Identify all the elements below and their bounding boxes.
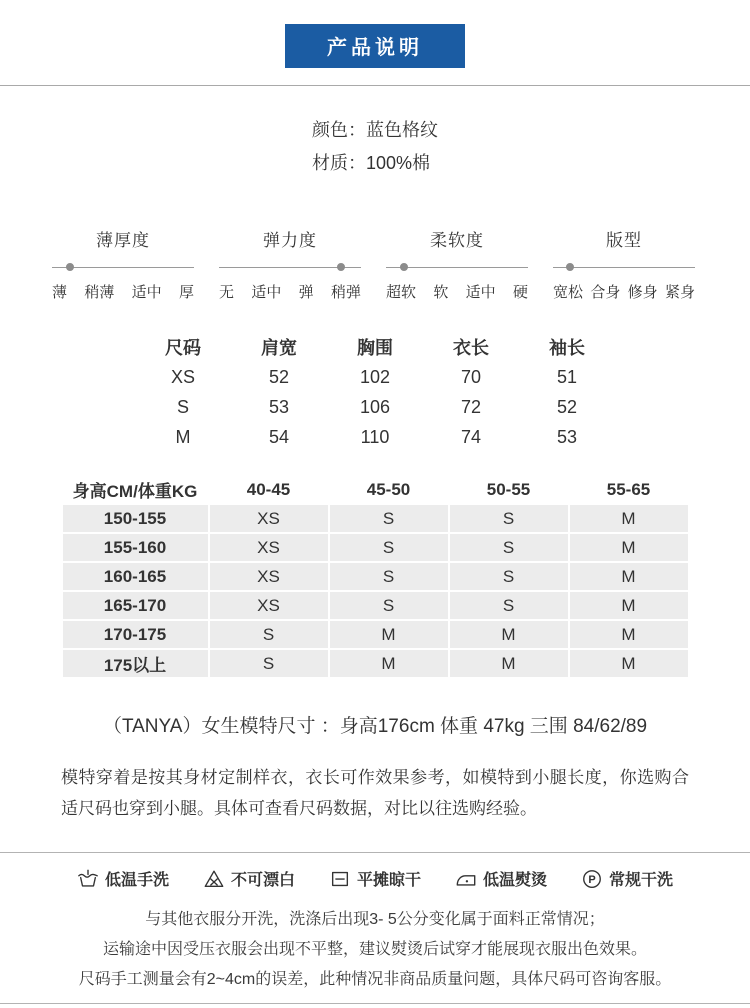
size-reco-cell: S	[330, 505, 448, 532]
no-bleach-icon	[203, 868, 225, 890]
size-reco-cell: S	[450, 534, 568, 561]
height-range-cell: 160-165	[63, 563, 208, 590]
scale-label: 适中	[251, 284, 282, 301]
product-info	[312, 114, 438, 180]
size-table	[135, 332, 615, 452]
color-line: 颜色：蓝色格纹	[312, 120, 438, 140]
attribute-title: 弹力度	[263, 231, 317, 250]
attribute-scale-labels	[219, 281, 361, 302]
care-label: 平摊晾干	[356, 872, 421, 889]
size-reco-cell: S	[330, 592, 448, 619]
table-row	[63, 621, 688, 648]
care-item-no-bleach	[203, 867, 295, 890]
scale-label: 无	[219, 284, 235, 301]
table-row	[63, 592, 688, 619]
scale-label: 修身	[627, 284, 658, 301]
size-reco-cell: XS	[210, 534, 328, 561]
slider-knob-icon	[66, 263, 74, 271]
scale-label: 薄	[52, 284, 68, 301]
fit-col-header: 身高CM/体重KG	[63, 476, 208, 503]
size-cell: 106	[359, 396, 391, 417]
attribute-scale-labels	[553, 281, 695, 302]
size-cell: 54	[268, 426, 290, 447]
scale-label: 合身	[590, 284, 621, 301]
care-label: 不可漂白	[230, 872, 295, 889]
attribute-title: 薄厚度	[96, 231, 150, 250]
fit-col-header: 45-50	[330, 476, 448, 503]
fit-table-header-row	[63, 476, 688, 503]
size-cell: 52	[556, 396, 578, 417]
size-reco-cell: XS	[210, 505, 328, 532]
height-range-cell: 150-155	[63, 505, 208, 532]
table-row	[63, 650, 688, 677]
attribute-softness	[386, 226, 528, 302]
note-line: 运输途中因受压衣服会出现不平整，建议熨烫后试穿才能展现衣服出色效果。	[102, 941, 647, 958]
note-line: 尺码手工测量会有2~4cm的误差，此种情况非商品质量问题，具体尺码可咨询客服。	[78, 971, 672, 988]
size-reco-cell: M	[570, 621, 688, 648]
attribute-scale-labels	[52, 281, 194, 302]
scale-label: 适中	[465, 284, 496, 301]
care-instructions	[0, 867, 750, 890]
table-row	[63, 563, 688, 590]
header-divider	[0, 85, 750, 86]
size-cell: 52	[268, 366, 290, 387]
size-reco-cell: M	[570, 592, 688, 619]
size-reco-cell: S	[210, 621, 328, 648]
size-reco-cell: M	[570, 534, 688, 561]
attribute-slider	[52, 259, 194, 274]
size-cell: 53	[268, 396, 290, 417]
section-divider	[0, 852, 750, 853]
size-reco-cell: XS	[210, 563, 328, 590]
care-item-iron-low	[455, 867, 547, 890]
attribute-slider	[553, 259, 695, 274]
size-cell: 70	[460, 366, 482, 387]
fit-col-header: 50-55	[450, 476, 568, 503]
care-item-hand-wash	[77, 867, 169, 890]
table-row	[135, 392, 615, 422]
height-range-cell: 165-170	[63, 592, 208, 619]
size-reco-cell: M	[570, 563, 688, 590]
care-label: 低温熨烫	[483, 872, 548, 889]
attribute-thickness	[52, 226, 194, 302]
size-cell: 51	[556, 366, 578, 387]
fit-col-header: 40-45	[210, 476, 328, 503]
table-row	[135, 362, 615, 392]
size-reco-cell: M	[450, 650, 568, 677]
flat-dry-icon	[329, 868, 351, 890]
size-col-header: 衣长	[453, 338, 489, 358]
size-col-header: 胸围	[357, 338, 393, 358]
scale-label: 超软	[386, 284, 417, 301]
size-cell: 53	[556, 426, 578, 447]
scale-label: 稍弹	[330, 284, 361, 301]
size-table-header-row	[135, 332, 615, 362]
care-item-dry-clean	[581, 867, 673, 890]
scale-label: 适中	[131, 284, 162, 301]
height-range-cell: 170-175	[63, 621, 208, 648]
hand-wash-icon	[77, 868, 99, 890]
model-size-info: （TANYA）女生模特尺寸 ：身高176cm 体重 47kg 三围 84/62/89	[102, 716, 648, 737]
table-row	[63, 534, 688, 561]
table-row	[63, 505, 688, 532]
size-reco-cell: S	[450, 563, 568, 590]
size-col-header: 肩宽	[261, 338, 297, 358]
size-cell: 74	[460, 426, 482, 447]
iron-low-icon	[455, 868, 477, 890]
fit-recommendation-table	[61, 474, 690, 679]
size-col-header: 尺码	[165, 338, 201, 358]
note-line: 与其他衣服分开洗，洗涤后出现3- 5公分变化属于面料正常情况；	[145, 911, 605, 928]
size-reco-cell: M	[450, 621, 568, 648]
size-reco-cell: M	[330, 621, 448, 648]
size-reco-cell: XS	[210, 592, 328, 619]
size-reco-cell: S	[450, 505, 568, 532]
size-reco-cell: M	[330, 650, 448, 677]
size-reco-cell: S	[210, 650, 328, 677]
slider-knob-icon	[337, 263, 345, 271]
size-reco-cell: S	[330, 534, 448, 561]
scale-label: 硬	[512, 284, 528, 301]
size-cell: 102	[359, 366, 391, 387]
dry-clean-icon	[581, 868, 603, 890]
scale-label: 稍薄	[84, 284, 115, 301]
table-row	[135, 422, 615, 452]
fit-col-header: 55-65	[570, 476, 688, 503]
size-reco-cell: M	[570, 650, 688, 677]
attribute-title: 柔软度	[430, 231, 484, 250]
page-title: 产品说明	[285, 24, 465, 68]
wash-notes	[0, 905, 750, 995]
size-cell: M	[175, 426, 191, 447]
material-line: 材质：100%棉	[312, 153, 431, 173]
height-range-cell: 175以上	[63, 650, 208, 677]
attribute-fit	[553, 226, 695, 302]
size-reco-cell: S	[330, 563, 448, 590]
attribute-title: 版型	[606, 231, 642, 250]
care-label: 常规干洗	[609, 872, 674, 889]
attribute-sliders	[0, 226, 750, 302]
care-item-flat-dry	[329, 867, 421, 890]
svg-text:P: P	[588, 873, 596, 886]
product-description-page	[0, 24, 750, 1008]
scale-label: 紧身	[664, 284, 695, 301]
scale-label: 宽松	[553, 284, 584, 301]
care-label: 低温手洗	[104, 872, 169, 889]
scale-label: 软	[433, 284, 449, 301]
height-range-cell: 155-160	[63, 534, 208, 561]
attribute-elasticity	[219, 226, 361, 302]
size-reco-cell: M	[570, 505, 688, 532]
size-col-header: 袖长	[549, 338, 585, 358]
size-cell: 72	[460, 396, 482, 417]
slider-knob-icon	[400, 263, 408, 271]
slider-track	[553, 267, 695, 268]
size-cell: S	[176, 396, 189, 417]
scale-label: 厚	[178, 284, 194, 301]
scale-label: 弹	[298, 284, 314, 301]
fit-note-paragraph: 模特穿着是按其身材定制样衣，衣长可作效果参考，如模特到小腿长度，你选购合适尺码也穿到小腿。具体可查看尺码数据，对比以往选购经验。	[61, 768, 689, 818]
size-cell: 110	[360, 426, 390, 447]
size-reco-cell: S	[450, 592, 568, 619]
size-cell: XS	[170, 366, 195, 387]
attribute-slider	[219, 259, 361, 274]
slider-knob-icon	[566, 263, 574, 271]
attribute-scale-labels	[386, 281, 528, 302]
bottom-divider	[0, 1003, 750, 1004]
attribute-slider	[386, 259, 528, 274]
